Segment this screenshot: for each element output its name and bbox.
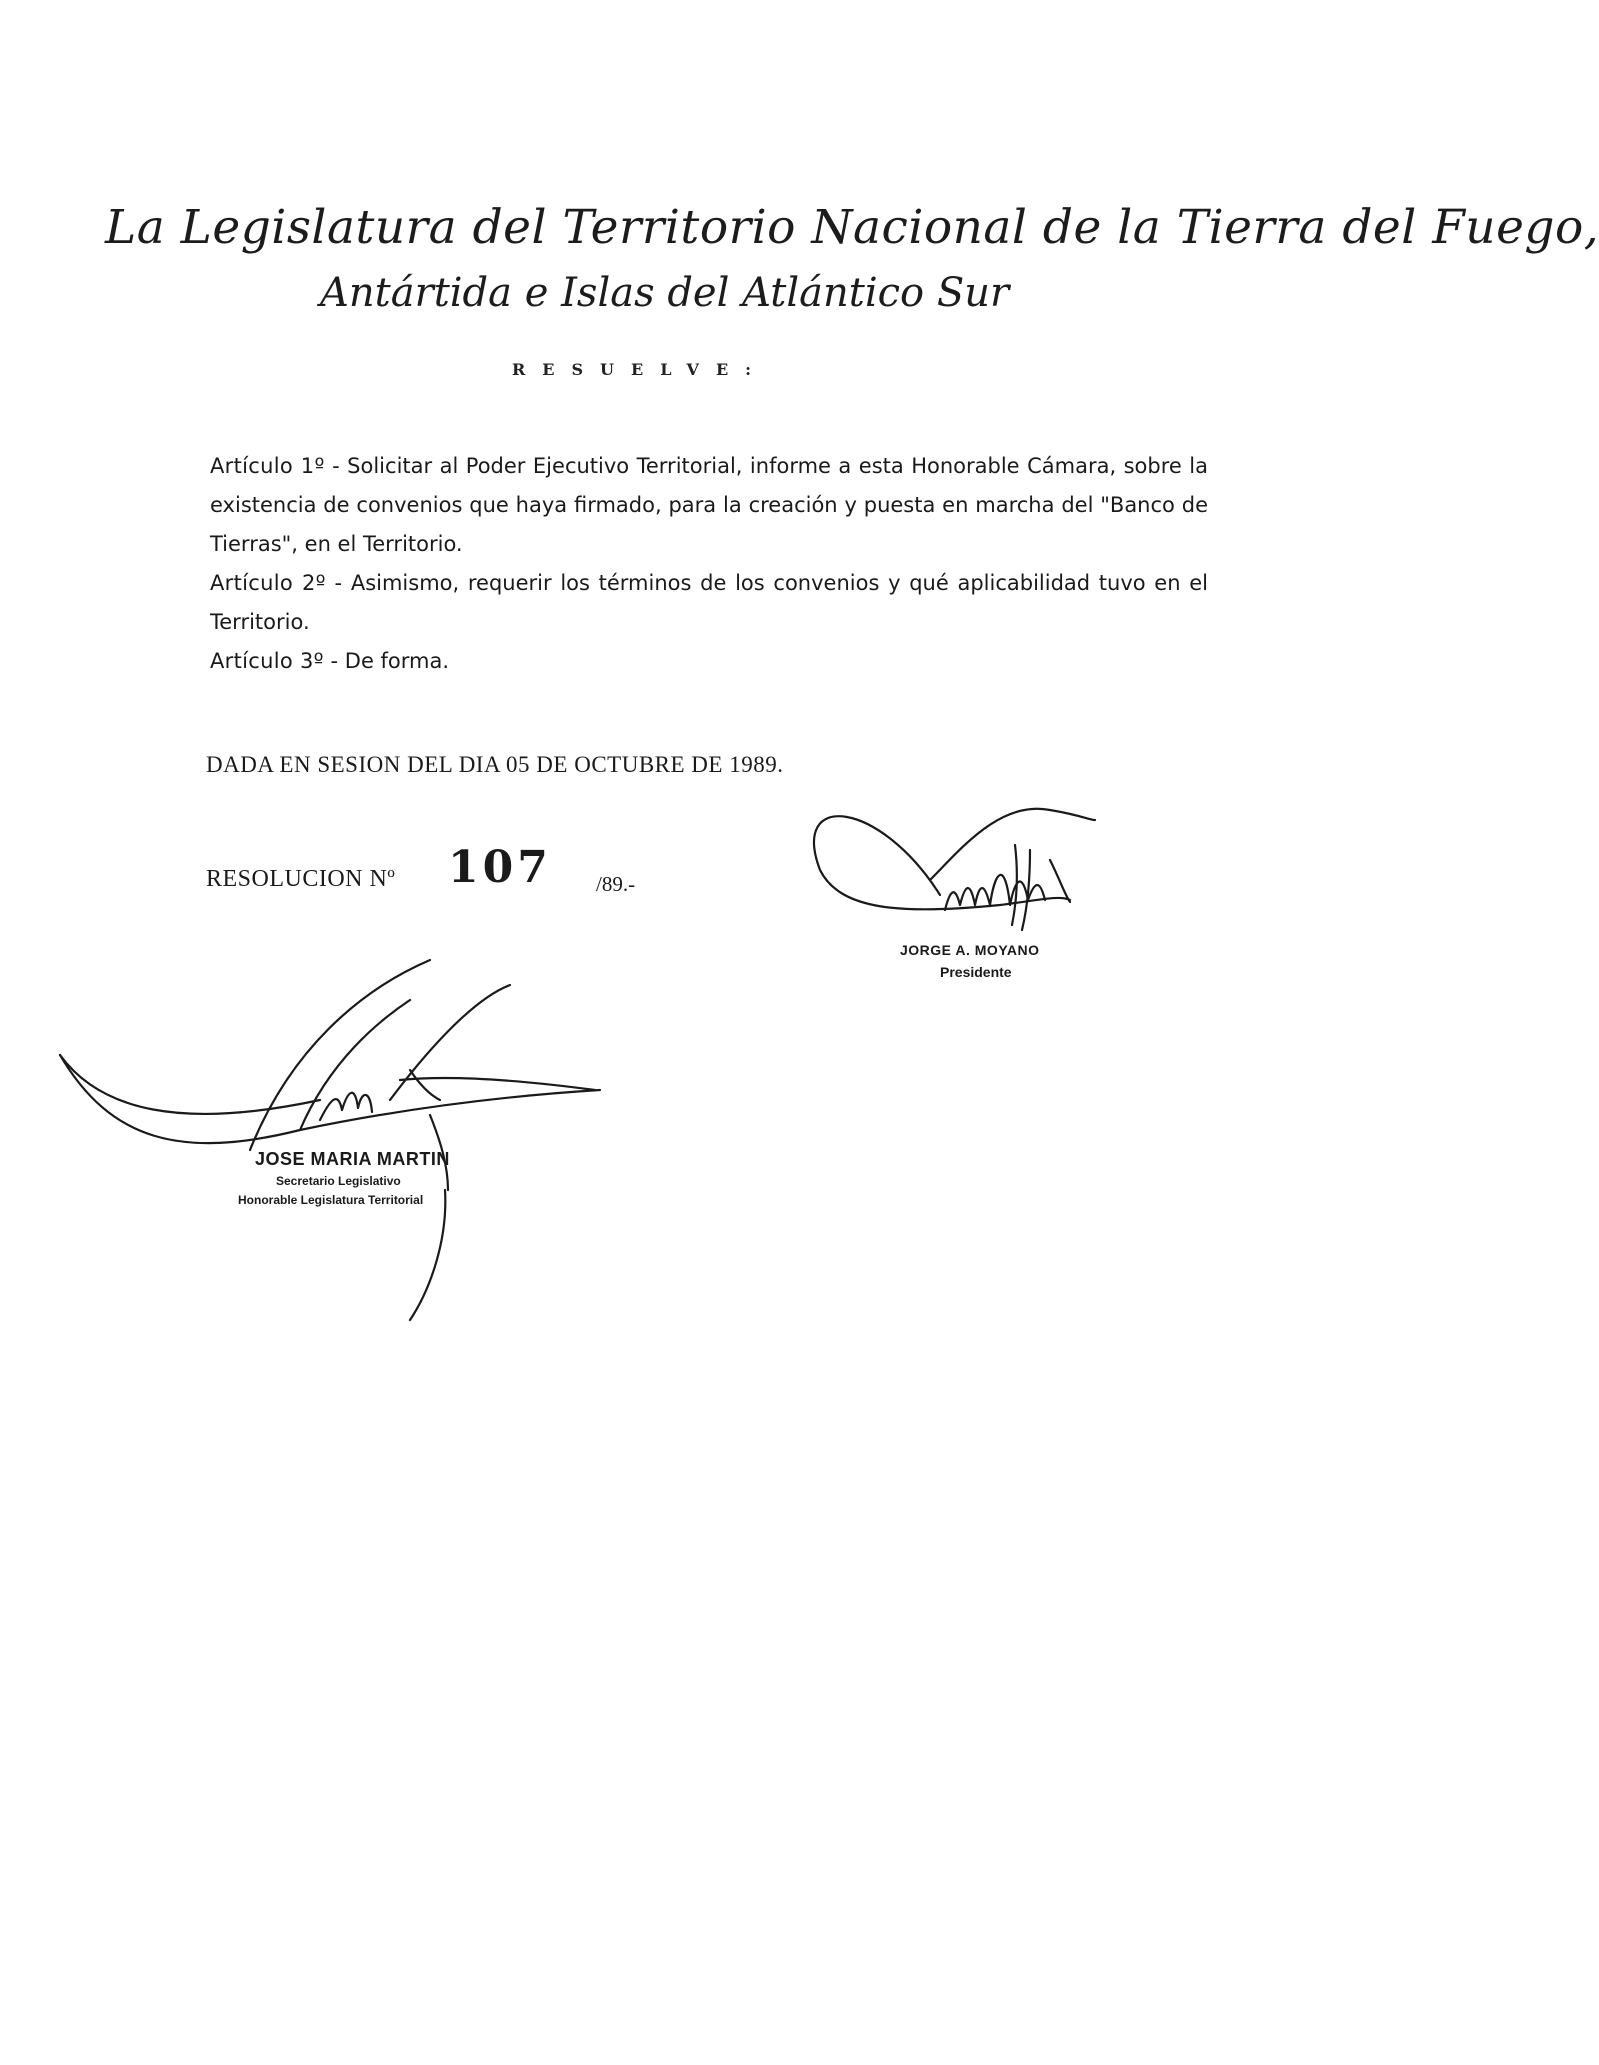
president-title: Presidente	[940, 964, 1012, 980]
article-1	[210, 447, 1208, 564]
resolution-label: RESOLUCION Nº	[206, 866, 396, 892]
session-date-line: DADA EN SESION DEL DIA 05 DE OCTUBRE DE 1989.	[206, 752, 784, 777]
secretary-title: Secretario Legislativo	[276, 1174, 401, 1188]
secretary-organization: Honorable Legislatura Territorial	[238, 1193, 424, 1207]
article-3-text: - De forma.	[323, 649, 450, 673]
article-2-text: - Asimismo, requerir los términos de los convenios y qué aplicabilidad tuvo en el Territorio.	[210, 571, 1208, 634]
article-1-text: - Solicitar al Poder Ejecutivo Territorial, informe a esta Honorable Cámara, sobre la existencia de convenios que haya firmado, para la creación y puesta en marcha del "Banco de Tierras", en el Territorio.	[210, 454, 1208, 556]
resolution-number: 107	[448, 842, 552, 893]
article-2	[210, 564, 1208, 642]
header-title-line-1: La Legislatura del Territorio Nacional de la Tierra del Fuego,	[105, 200, 1599, 255]
resuelve-heading: RESUELVE:	[512, 360, 769, 379]
header-title-line-2: Antártida e Islas del Atlántico Sur	[320, 270, 1010, 316]
secretary-name: JOSE MARIA MARTIN	[255, 1149, 450, 1169]
article-2-label: Artículo 2º	[210, 571, 326, 595]
secretary-signature	[60, 960, 600, 1320]
president-name: JORGE A. MOYANO	[900, 942, 1040, 958]
article-1-label: Artículo 1º	[210, 454, 325, 478]
article-3	[210, 642, 1208, 681]
article-3-label: Artículo 3º	[210, 649, 324, 673]
resolution-year: /89.-	[596, 872, 636, 896]
articles-body	[210, 447, 1208, 681]
president-signature	[814, 809, 1095, 930]
